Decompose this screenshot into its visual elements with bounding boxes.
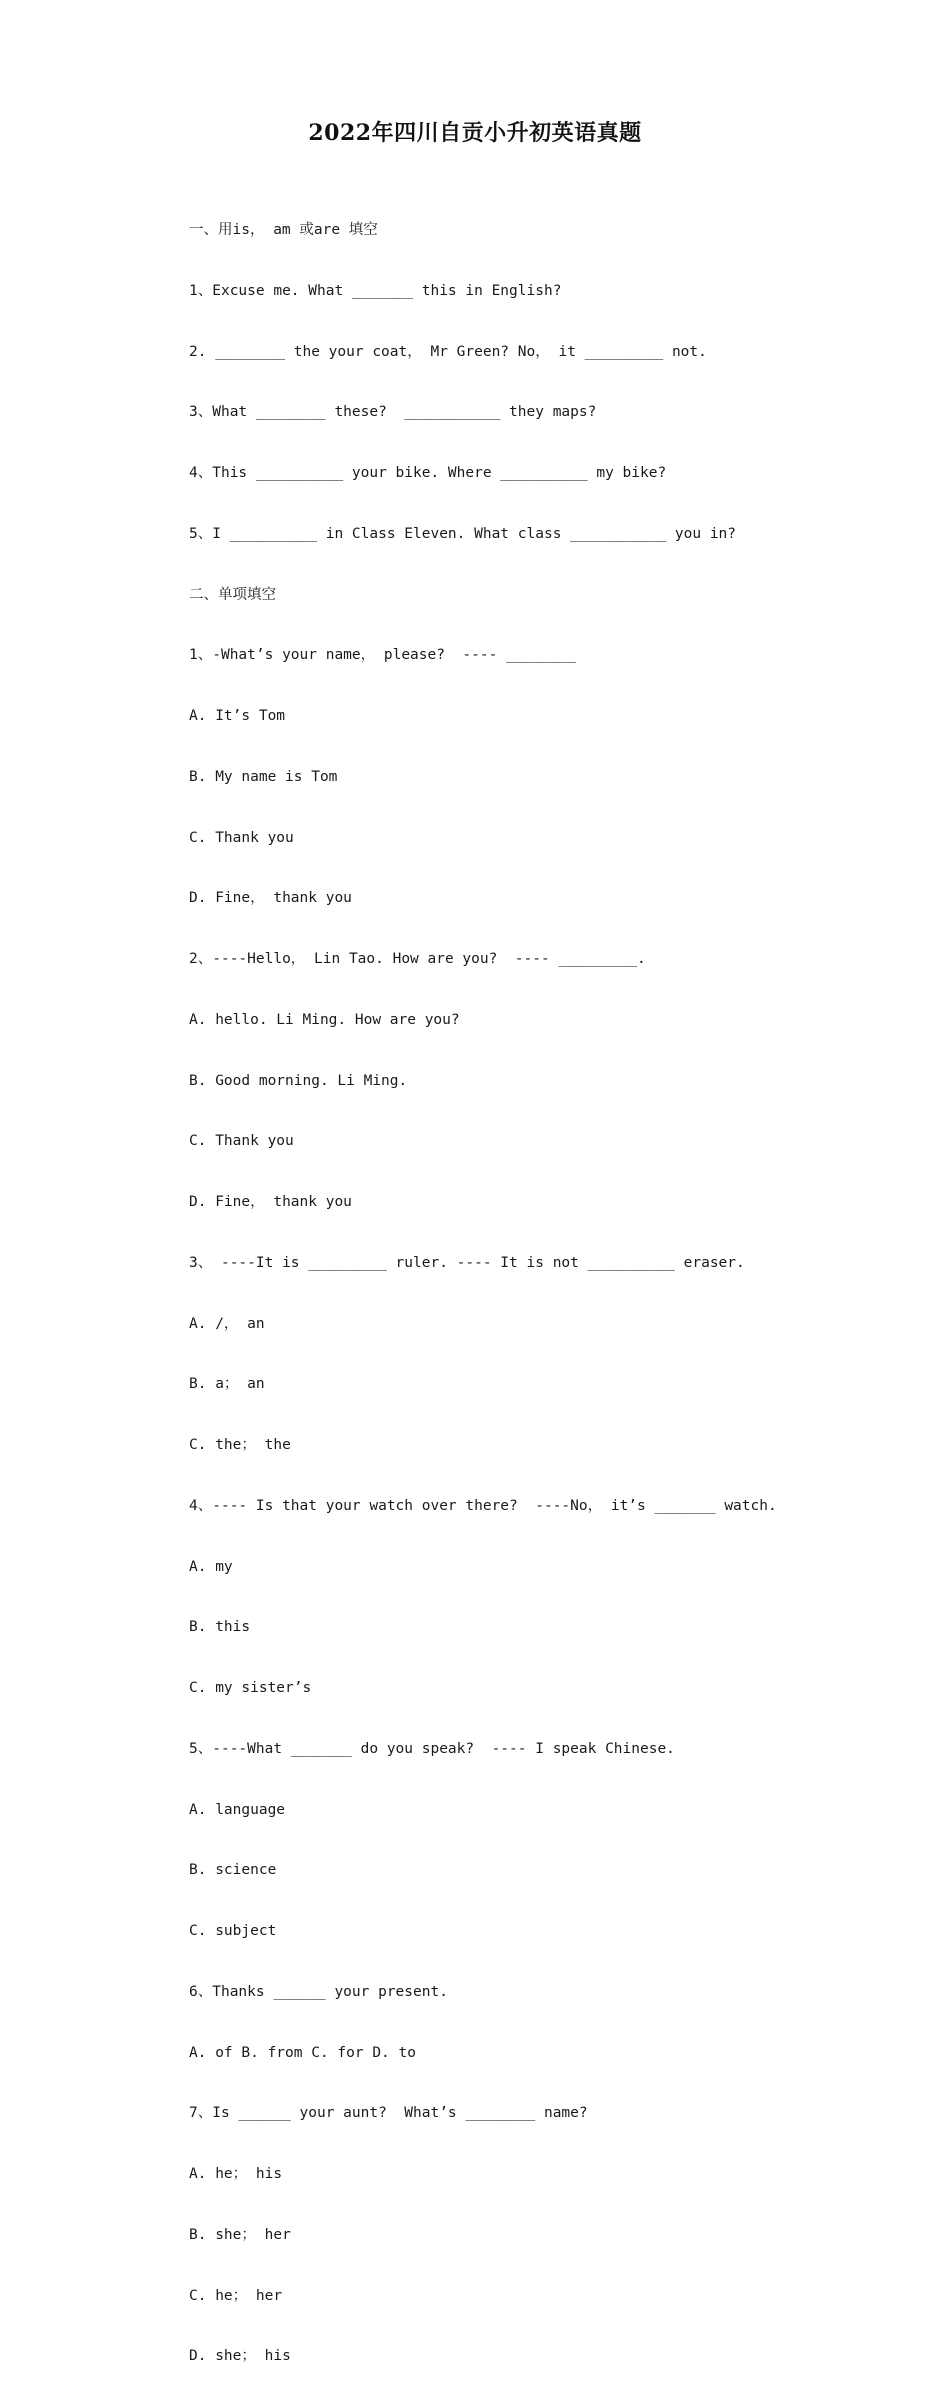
option-line: C. subject — [189, 1923, 277, 1939]
question-line: 4、This __________ your bike. Where __________ my bike? — [189, 465, 667, 481]
option-line: A. hello. Li Ming. How are you? — [189, 1011, 460, 1028]
question-line: 5、I __________ in Class Eleven. What class ___________ you in? — [189, 525, 737, 542]
question-line: 3、 ----It is _________ ruler. ---- It is not __________ eraser. — [189, 1254, 745, 1271]
option-line: C. Thank you — [189, 1133, 294, 1150]
option-line: A. /， an — [189, 1315, 265, 1332]
option-line: B. Good morning. Li Ming. — [189, 1072, 408, 1089]
question-line: 2. ________ the your coat， Mr Green? No， it _________ not. — [189, 343, 707, 360]
option-line: D. Fine， thank you — [189, 1194, 352, 1210]
option-line: C. my sister’s — [189, 1680, 312, 1696]
option-line: B. science — [189, 1862, 277, 1879]
option-line: A. he； his — [189, 2166, 283, 2182]
option-line: D. she； his — [189, 2348, 291, 2365]
option-line: B. this — [189, 1619, 251, 1636]
option-line: B. she； her — [189, 2226, 291, 2243]
option-line: A. my — [189, 1558, 233, 1575]
question-line: 3、What ________ these? ___________ they maps? — [189, 404, 597, 421]
option-line: C. Thank you — [189, 829, 294, 846]
option-line: A. It’s Tom — [189, 708, 286, 724]
question-line: 1、Excuse me. What _______ this in English? — [189, 282, 562, 299]
question-line: 1、-What’s your name， please? ---- ________ — [189, 647, 576, 664]
section-heading: 一、用is， am 或are 填空 — [189, 222, 378, 238]
option-line: B. My name is Tom — [189, 768, 338, 785]
option-line: B. a； an — [189, 1376, 265, 1393]
option-line: D. Fine， thank you — [189, 890, 352, 907]
option-line: A. of B. from C. for D. to — [189, 2044, 416, 2061]
question-line: 7、Is ______ your aunt? What’s ________ name? — [189, 2105, 588, 2122]
question-line: 4、---- Is that your watch over there? ----No， it’s _______ watch. — [189, 1497, 777, 1514]
question-line: 2、----Hello， Lin Tao. How are you? ---- _________. — [189, 951, 646, 967]
document-body — [189, 184, 889, 2403]
question-line: 5、----What _______ do you speak? ---- I speak Chinese. — [189, 1740, 675, 1757]
option-line: C. the； the — [189, 1437, 291, 1453]
option-line: C. he； her — [189, 2287, 283, 2304]
option-line: A. language — [189, 1801, 286, 1818]
section-heading: 二、单项填空 — [189, 586, 276, 603]
page-title: 2022年四川自贡小升初英语真题 — [308, 120, 642, 146]
question-line: 6、Thanks ______ your present. — [189, 1983, 448, 2000]
